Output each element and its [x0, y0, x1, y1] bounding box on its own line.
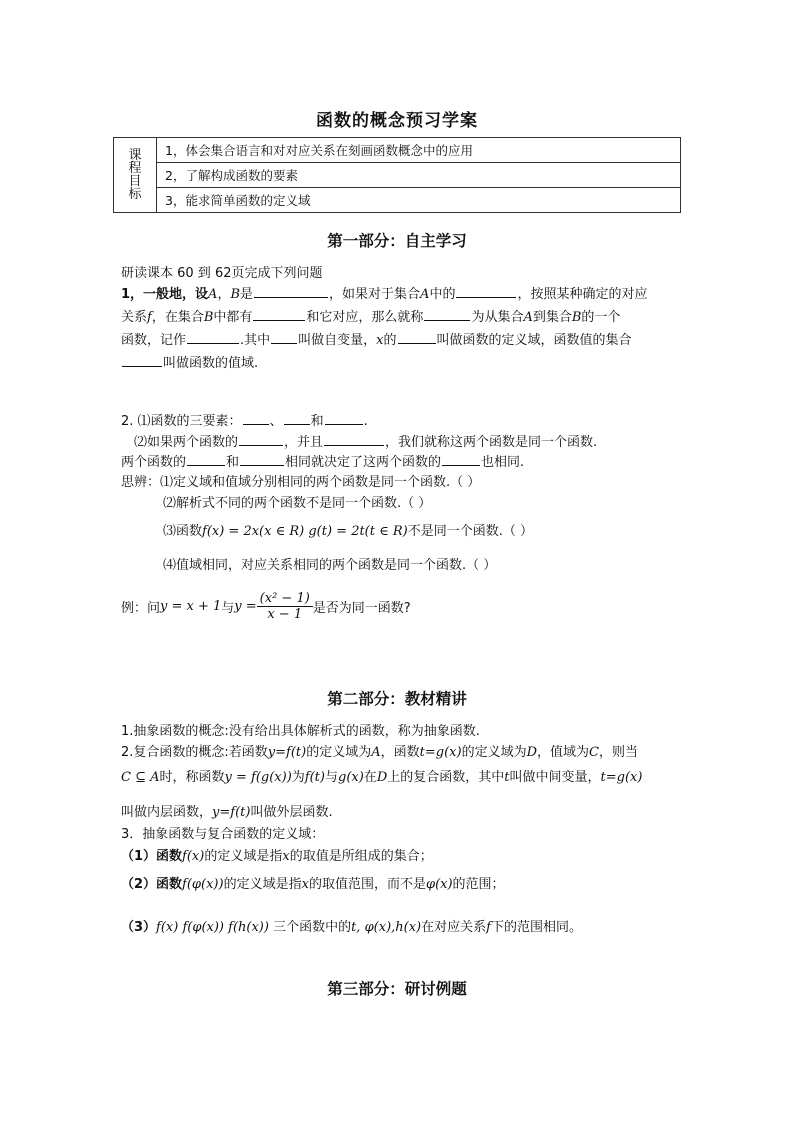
fill-blank[interactable]: [187, 453, 225, 466]
part2-p1: 1.抽象函数的概念:没有给出具体解析式的函数，称为抽象函数.: [121, 724, 480, 739]
fill-blank[interactable]: [442, 453, 480, 466]
q1-line-2: 关系f，在集合B中都有 和它对应，那么就称 为从集合A到集合B的一个: [121, 310, 621, 325]
q1-line-1: 1，一般地，设A，B是 ，如果对于集合A中的 ，按照某种确定的对应: [121, 287, 648, 302]
q1-line-4: 叫做函数的值域.: [121, 352, 258, 371]
part2-p5: 3．抽象函数与复合函数的定义域：: [121, 827, 325, 842]
part3-heading: 第三部分：研讨例题: [327, 980, 467, 998]
part1-heading: 第一部分：自主学习: [327, 232, 467, 250]
q1-line-3: 函数，记作 .其中 叫做自变量，x的 叫做函数的定义域，函数值的集合: [121, 333, 632, 348]
part2-p3: C ⊆ A时，称函数y = f(g(x))为f(t)与g(x)在D上的复合函数，其中t叫做中间变量，t=g(x): [121, 770, 643, 785]
fill-blank[interactable]: [324, 433, 384, 446]
fill-blank[interactable]: [398, 331, 436, 344]
goal-row-1: 1，体会集合语言和对对应关系在刻画函数概念中的应用: [157, 138, 681, 163]
q2-line-1: 2. ⑴函数的三要素： 、 和 .: [121, 414, 368, 429]
part1-intro: 研读课本 60 到 62页完成下列问题: [121, 266, 323, 281]
part2-p2: 2.复合函数的概念:若函数y=f(t)的定义域为A，函数t=g(x)的定义域为D，值域为C，则当: [121, 745, 638, 760]
fill-blank[interactable]: [456, 285, 516, 298]
example-line: 例：问 y = x + 1 与 y = $\frac{\text{(x² − 1)}}{x - 1}$ 是否为同一函数?: [121, 590, 411, 622]
part2-p4: 叫做内层函数，y=f(t)叫做外层函数.: [121, 805, 333, 820]
goal-row-2: 2，了解构成函数的要素: [157, 163, 681, 188]
fill-blank[interactable]: [253, 308, 305, 321]
fill-blank[interactable]: [284, 412, 310, 425]
goals-label-char: 目: [128, 174, 142, 189]
fill-blank[interactable]: [187, 331, 239, 344]
discern-2: ⑵解析式不同的两个函数不是同一个函数.（ ）: [163, 496, 432, 511]
q2-line-3: 两个函数的 和 相同就决定了这两个函数的 也相同.: [121, 455, 525, 470]
fill-blank[interactable]: [424, 308, 470, 321]
discern-3: ⑶函数f(x) = 2x(x ∈ R) g(t) = 2t(t ∈ R)不是同一个函数.（ ）: [163, 524, 533, 539]
q2-line-2: ⑵如果两个函数的 ，并且 ，我们就称这两个函数是同一个函数.: [134, 435, 598, 450]
fill-blank[interactable]: [271, 331, 297, 344]
fill-blank[interactable]: [254, 285, 328, 298]
part2-item-2: （2）函数f(φ(x))的定义域是指x的取值范围，而不是φ(x)的范围；: [121, 877, 505, 892]
fill-blank[interactable]: [122, 354, 162, 367]
fill-blank[interactable]: [239, 433, 283, 446]
goals-label-char: 程: [128, 161, 142, 176]
discern-4: ⑷值域相同，对应关系相同的两个函数是同一个函数.（ ）: [163, 558, 497, 573]
goals-label-char: 标: [128, 187, 142, 202]
page-title: 函数的概念预习学案: [316, 111, 478, 131]
part2-item-1: （1）函数f(x)的定义域是指x的取值是所组成的集合；: [121, 849, 433, 864]
fill-blank[interactable]: [243, 412, 269, 425]
discern-intro: 思辨：⑴定义域和值域分别相同的两个函数是同一个函数.（ ）: [121, 475, 481, 490]
part2-item-3: （3）f(x) f(φ(x)) f(h(x)) 三个函数中的t, φ(x),h(x)在对应关系f下的范围相同。: [121, 920, 582, 935]
part2-heading: 第二部分：教材精讲: [327, 690, 467, 708]
fill-blank[interactable]: [240, 453, 284, 466]
goals-label-char: 课: [128, 148, 142, 163]
fill-blank[interactable]: [325, 412, 363, 425]
course-goals-label: [114, 138, 157, 213]
goal-row-3: 3，能求简单函数的定义域: [157, 188, 681, 213]
fraction: $\frac{\text{(x² − 1)}}{x - 1}$: [257, 591, 313, 622]
course-goals-table: [113, 137, 681, 213]
